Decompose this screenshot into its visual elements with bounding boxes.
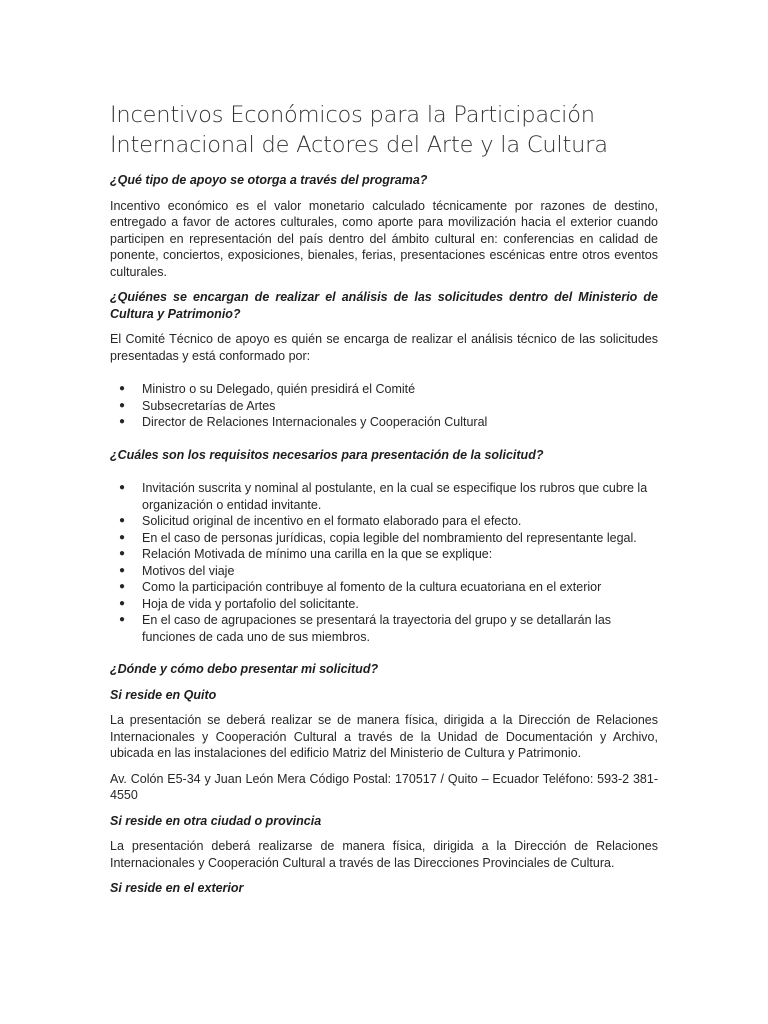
- list-item-text: Invitación suscrita y nominal al postulante, en la cual se especifique los rubros que cubre la organización o entidad invitante.: [142, 481, 648, 512]
- list-item-text: Relación Motivada de mínimo una carilla en la que se explique:: [142, 547, 493, 561]
- list-item: [110, 563, 658, 580]
- document-title: [110, 100, 658, 160]
- bullet-icon: ●: [119, 531, 126, 543]
- question-where-how: ¿Dónde y cómo debo presentar mi solicitud?: [110, 662, 379, 676]
- requirements-list: [110, 480, 658, 645]
- paragraph-other-province: La presentación deberá realizarse de manera física, dirigida a la Dirección de Relaciones Internacionales y Cooperación Cultural a través de las Direcciones Provinciales de Cultura.: [110, 839, 658, 870]
- bullet-icon: ●: [119, 383, 126, 394]
- paragraph-quito: La presentación se deberá realizar se de manera física, dirigida a la Dirección de Relaciones Internacionales y Cooperación Cultural a través de la Unidad de Documentación y Archivo, ubicada en las instalaciones del edificio Matriz del Ministerio de Cultura y Patrimonio.: [110, 713, 658, 760]
- paragraph-support-definition: Incentivo económico es el valor monetario calculado técnicamente por razones de destino, entregado a favor de actores culturales, como aporte para movilización hacia el exterior cuando participen en representación del país dentro del ámbito cultural en: conferencias en calidad de ponente, conciertos, exposiciones, bienales, ferias, presentaciones escénicas entre otros eventos culturales.: [110, 198, 658, 279]
- list-item: [110, 579, 658, 596]
- list-item: [110, 596, 658, 613]
- bullet-icon: ●: [119, 515, 126, 526]
- committee-list: [110, 381, 658, 431]
- bullet-icon: ●: [119, 548, 126, 559]
- question-analysis-responsible: ¿Quiénes se encargan de realizar el análisis de las solicitudes dentro del Ministerio de Cultura y Patrimonio?: [110, 290, 658, 321]
- paragraph-committee-intro: El Comité Técnico de apoyo es quién se encarga de realizar el análisis técnico de las solicitudes presentadas y está conformado por:: [110, 332, 658, 363]
- list-item: [110, 513, 658, 530]
- list-item: [110, 530, 658, 547]
- bullet-icon: ●: [119, 399, 126, 411]
- list-item-text: Director de Relaciones Internacionales y Cooperación Cultural: [142, 415, 488, 429]
- list-item: [110, 480, 658, 513]
- question-requirements: ¿Cuáles son los requisitos necesarios para presentación de la solicitud?: [110, 447, 544, 462]
- subheading-quito: Si reside en Quito: [110, 687, 217, 702]
- subheading-other-province: Si reside en otra ciudad o provincia: [110, 813, 322, 828]
- title-line-1: Incentivos Económicos para la Participación: [110, 102, 595, 128]
- list-item: [110, 414, 658, 431]
- bullet-icon: ●: [119, 597, 126, 609]
- list-item-text: Hoja de vida y portafolio del solicitante.: [142, 596, 359, 611]
- list-item: [110, 398, 658, 415]
- bullet-icon: ●: [119, 564, 126, 576]
- title-line-2: Internacional de Actores del Arte y la Cultura: [110, 132, 608, 158]
- list-item-text: En el caso de personas jurídicas, copia legible del nombramiento del representante legal.: [142, 530, 637, 545]
- list-item: [110, 546, 658, 563]
- list-item-text: Solicitud original de incentivo en el formato elaborado para el efecto.: [142, 514, 522, 528]
- bullet-icon: ●: [119, 416, 126, 427]
- list-item-text: Subsecretarías de Artes: [142, 398, 276, 413]
- list-item-text: En el caso de agrupaciones se presentará la trayectoria del grupo y se detallarán las funciones de cada uno de sus miembros.: [142, 613, 612, 644]
- bullet-icon: ●: [119, 614, 126, 625]
- list-item-text: Como la participación contribuye al fomento de la cultura ecuatoriana en el exterior: [142, 580, 602, 594]
- list-item-text: Ministro o su Delegado, quién presidirá el Comité: [142, 382, 416, 396]
- list-item-text: Motivos del viaje: [142, 563, 235, 578]
- paragraph-address: Av. Colón E5-34 y Juan León Mera Código Postal: 170517 / Quito – Ecuador Teléfono: 593-2 381-4550: [110, 771, 658, 802]
- list-item: [110, 612, 658, 645]
- document-page: [110, 100, 658, 906]
- bullet-icon: ●: [119, 581, 126, 592]
- question-support-type: ¿Qué tipo de apoyo se otorga a través del programa?: [110, 173, 428, 187]
- list-item: [110, 381, 658, 398]
- subheading-abroad: Si reside en el exterior: [110, 881, 244, 895]
- bullet-icon: ●: [119, 482, 126, 493]
